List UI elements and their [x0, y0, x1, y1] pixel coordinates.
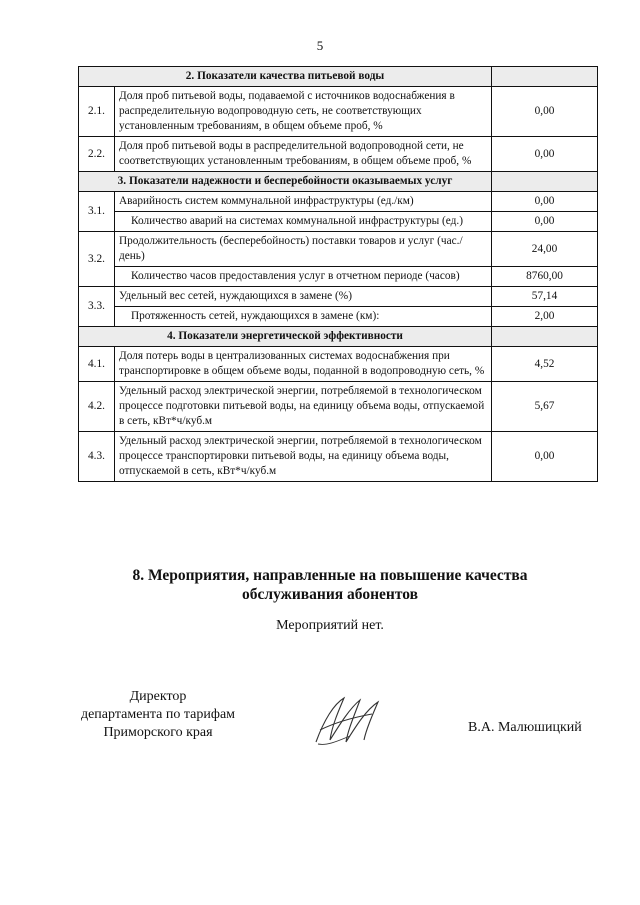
section-title: 3. Показатели надежности и бесперебойности оказываемых услуг — [79, 172, 492, 192]
indicator-description: Доля проб питьевой воды, подаваемой с источников водоснабжения в распределительную водопроводную сеть, не соответствующих установленным требованиям, в общем объеме проб, % — [115, 87, 492, 137]
indicator-number: 2.2. — [79, 137, 115, 172]
table-row — [79, 232, 598, 267]
signer-name: В.А. Малюшицкий — [468, 720, 582, 735]
handwritten-signature — [310, 690, 390, 750]
indicator-description: Аварийность систем коммунальной инфраструктуры (ед./км) — [115, 192, 492, 212]
indicator-description: Удельный расход электрической энергии, потребляемой в технологическом процессе транспортировки питьевой воды, на единицу объема воды, отпускаемой в сеть, кВт*ч/куб.м — [115, 432, 492, 482]
indicator-description: Удельный расход электрической энергии, потребляемой в технологическом процессе подготовки питьевой воды, на единицу объема воды, отпускаемой в сеть, кВт*ч/куб.м — [115, 382, 492, 432]
signatory-title — [48, 688, 268, 742]
indicator-number: 4.1. — [79, 347, 115, 382]
indicator-description: Удельный вес сетей, нуждающихся в замене (%) — [115, 287, 492, 307]
section-8-heading-line2: обслуживания абонентов — [242, 586, 418, 603]
table-row — [79, 192, 598, 212]
indicator-value: 2,00 — [492, 307, 598, 327]
indicator-value: 57,14 — [492, 287, 598, 307]
signatory-title-line3: Приморского края — [103, 725, 213, 740]
indicator-value: 24,00 — [492, 232, 598, 267]
page-number: 5 — [316, 38, 324, 53]
section-header-row — [79, 327, 598, 347]
section-header-row — [79, 172, 598, 192]
table-row — [79, 212, 598, 232]
table-row — [79, 137, 598, 172]
table-row — [79, 382, 598, 432]
indicator-number: 4.2. — [79, 382, 115, 432]
indicator-value: 0,00 — [492, 192, 598, 212]
indicator-number: 3.2. — [79, 232, 115, 287]
section-8-text: Мероприятий нет. — [276, 618, 384, 633]
indicator-value: 5,67 — [492, 382, 598, 432]
table-row — [79, 432, 598, 482]
indicator-value: 8760,00 — [492, 267, 598, 287]
indicator-number: 2.1. — [79, 87, 115, 137]
indicator-description: Количество часов предоставления услуг в отчетном периоде (часов) — [115, 267, 492, 287]
indicator-description: Продолжительность (бесперебойность) поставки товаров и услуг (час./день) — [115, 232, 492, 267]
indicator-value: 0,00 — [492, 212, 598, 232]
indicator-value: 0,00 — [492, 137, 598, 172]
section-value-empty — [492, 172, 598, 192]
section-8-heading-line1: 8. Мероприятия, направленные на повышение качества — [132, 567, 528, 584]
indicator-description: Доля потерь воды в централизованных системах водоснабжения при транспортировке в общем объеме воды, поданной в водопроводную сеть, % — [115, 347, 492, 382]
section-header-row — [79, 67, 598, 87]
indicator-number: 4.3. — [79, 432, 115, 482]
section-value-empty — [492, 327, 598, 347]
indicator-description: Протяженность сетей, нуждающихся в замене (км): — [115, 307, 492, 327]
section-title: 4. Показатели энергетической эффективности — [79, 327, 492, 347]
table-row — [79, 307, 598, 327]
indicators-table-body — [79, 67, 598, 482]
indicators-table — [78, 66, 598, 482]
signatory-title-line1: Директор — [129, 689, 187, 704]
indicator-value: 4,52 — [492, 347, 598, 382]
section-8-heading — [60, 566, 600, 604]
table-row — [79, 267, 598, 287]
indicator-description: Количество аварий на системах коммунальной инфраструктуры (ед.) — [115, 212, 492, 232]
table-row — [79, 347, 598, 382]
indicator-value: 0,00 — [492, 432, 598, 482]
table-row — [79, 287, 598, 307]
indicator-number: 3.3. — [79, 287, 115, 327]
section-title: 2. Показатели качества питьевой воды — [79, 67, 492, 87]
section-value-empty — [492, 67, 598, 87]
indicator-value: 0,00 — [492, 87, 598, 137]
indicator-number: 3.1. — [79, 192, 115, 232]
indicator-description: Доля проб питьевой воды в распределительной водопроводной сети, не соответствующих установленным требованиям, в общем объеме проб, % — [115, 137, 492, 172]
signatory-title-line2: департамента по тарифам — [80, 707, 236, 722]
table-row — [79, 87, 598, 137]
